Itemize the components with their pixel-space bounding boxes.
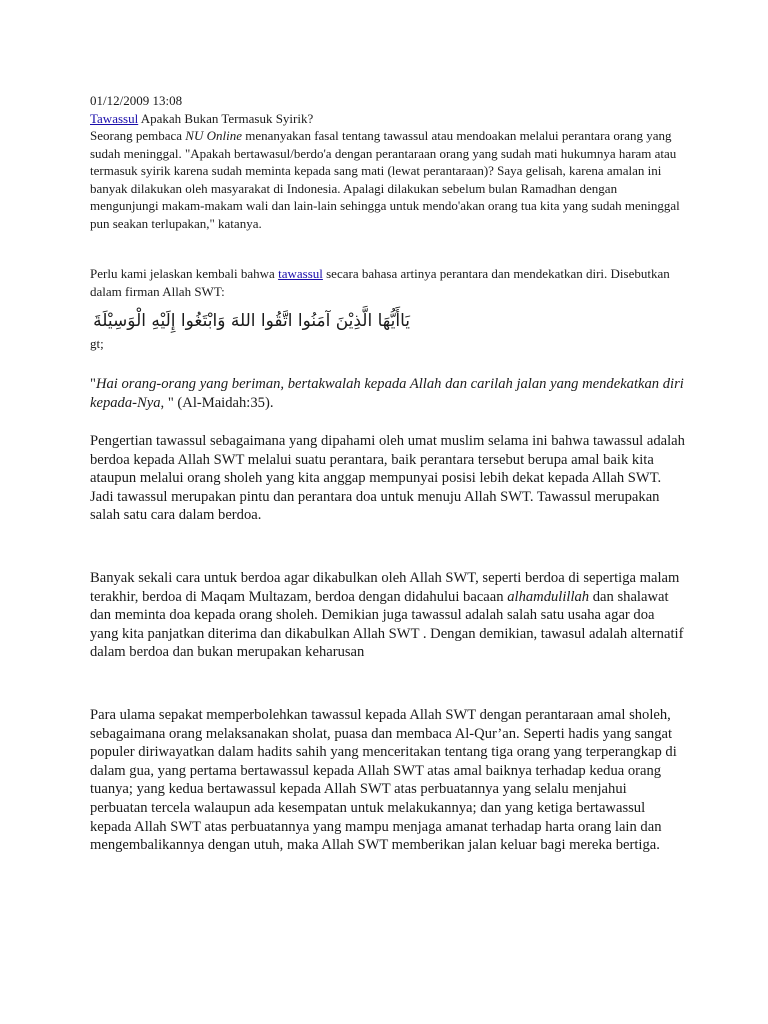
tawassul-inline-link[interactable]: tawassul <box>278 266 323 281</box>
verse-translation <box>90 375 686 412</box>
intro-text-post: menanyakan fasal tentang tawassul atau mendoakan melalui perantara orang yang sudah meninggal. "Apakah bertawasul/berdo'a dengan perantaraan orang yang sudah mati hukumnya haram atau termasuk syirik karena sudah meminta kepada sang mati (lewat perantaraan)? Saya gelisah, karena amalan ini banyak dilakukan oleh masyarakat di Indonesia. Apalagi dilakukan sebelum bulan Ramadhan dengan mengunjungi makam-makam wali dan lain-lain sehingga untuk mendo'akan orang tua kita yang sudah meninggal pun seakan terlupakan," katanya. <box>90 128 680 231</box>
definition-text-post: secara bahasa artinya perantara dan mendekatkan diri. Disebutkan dalam firman Allah SWT: <box>90 266 670 299</box>
arabic-verse: يَاأَيُّهَا الَّذِيْنَ آمَنُوا اتَّقُوا اللهَ وَابْتَغُوا إِلَيْهِ الْوَسِيْلَةَ <box>93 311 410 331</box>
article-header <box>90 92 686 127</box>
ways-text-post: dan shalawat dan meminta doa kepada orang sholeh. Demikian juga tawassul adalah salah satu usaha agar doa yang kita panjatkan diterima dan dikabulkan Allah SWT . Dengan demikian, tawasul adalah alternatif dalam berdoa dan bukan merupakan keharusan <box>90 588 684 661</box>
paragraph-tawassul-meaning: Pengertian tawassul sebagaimana yang dipahami oleh umat muslim selama ini bahwa tawassul adalah berdoa kepada Allah SWT melalui suatu perantara, baik perantara tersebut berupa amal baik kita ataupun melalui orang sholeh yang kita anggap mempunyai posisi lebih dekat kepada Allah SWT. Jadi tawassul merupakan pintu dan perantara doa untuk menuju Allah SWT. Tawassul merupakan salah satu cara dalam berdoa. <box>90 433 685 524</box>
definition-text-pre: Perlu kami jelaskan kembali bahwa <box>90 266 279 281</box>
intro-paragraph <box>90 127 686 232</box>
paragraph-ulama-agreement: Para ulama sepakat memperbolehkan tawassul kepada Allah SWT dengan perantaraan amal sholeh, sebagaimana orang melaksanakan sholat, puasa dan membaca Al-Qur’an. Seperti hadis yang sangat populer diriwayatkan dalam hadits sahih yang menceritakan tentang tiga orang yang terperangkap di dalam gua, yang pertama bertawassul kepada Allah SWT atas amal baiknya terhadap kedua orang tuanya; yang kedua bertawassul kepada Allah SWT atas perbuatannya yang selalu menjahui perbuatan tercela walaupun ada kesempatan untuk melakukannya; dan yang ketiga bertawassul kepada Allah SWT atas perbuatannya yang mampu menjaga amanat terhadap harta orang lain dan mengembalikannya dengan utuh, maka Allah SWT memberikan jalan keluar bagi mereka bertiga. <box>90 707 677 854</box>
translation-italic: Hai orang-orang yang beriman, bertakwalah kepada Allah dan carilah jalan yang mendekatkan diri kepada-Nya <box>90 376 684 411</box>
timestamp: 01/12/2009 13:08 <box>90 93 183 108</box>
translation-open-quote: " <box>90 376 96 392</box>
translation-citation: , " (Al-Maidah:35). <box>160 394 274 411</box>
ways-text-pre: Banyak sekali cara untuk berdoa agar dikabulkan oleh Allah SWT, seperti berdoa di sepertiga malam terakhir, berdoa di Maqam Multazam, berdoa dengan didahului bacaan <box>90 570 680 605</box>
paragraph-ways-to-pray <box>90 569 686 662</box>
nu-online-name: NU Online <box>185 128 242 143</box>
definition-paragraph <box>90 265 686 300</box>
tawassul-title-link[interactable]: Tawassul <box>90 110 139 126</box>
stray-entity-text: gt; <box>90 336 104 351</box>
article-title: Apakah Bukan Termasuk Syirik? <box>138 110 314 126</box>
intro-text-pre: Seorang pembaca <box>90 128 186 143</box>
alhamdulillah-italic: alhamdulillah <box>507 588 590 605</box>
